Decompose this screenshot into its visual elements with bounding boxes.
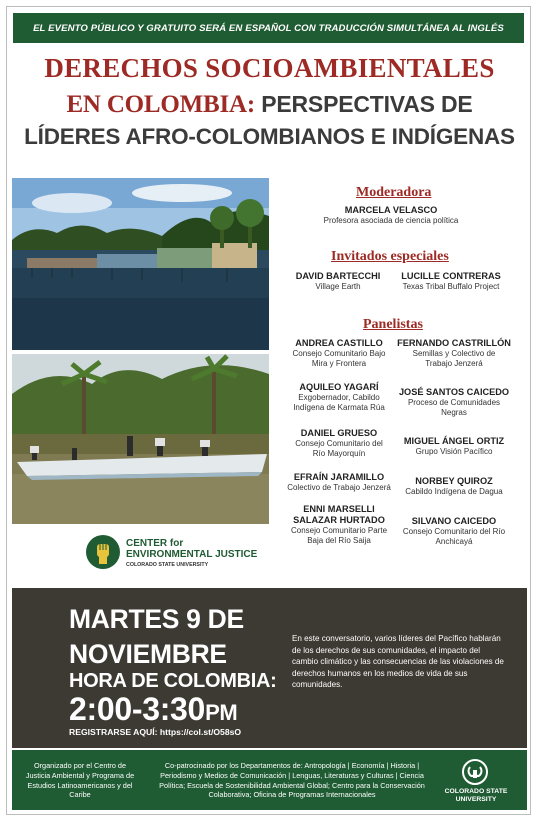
title-line-3: LÍDERES AFRO-COLOMBIANOS E INDÍGENAS (24, 124, 515, 149)
panelist-name: AQUILEO YAGARÍ (299, 382, 379, 392)
panelist-org: Consejo Comunitario Parte Baja del Río Saija (290, 526, 388, 545)
cosponsored-by: Co-patrocinado por los Departamentos de: Antropología | Economía | Historia | Periodismo y Medios de Comunicación | Lenguas, Literaturas y Culturas | Ciencia Política; Escuela de Sostenibilidad Ambiental Global; Centro para la Conservación Colaborativa; Oficina de Programas Internacionales (159, 761, 425, 800)
title-line-1: DERECHOS SOCIOAMBIENTALES (44, 53, 495, 83)
event-time: 2:00-3:30PM (69, 691, 238, 727)
event-description: En este conversatorio, varios líderes del Pacífico hablarán de los derechos de sus comunidades, el impacto del cambio climático y las consecuencias de las violaciones de derechos humanos en los medios de vida de sus comunidades. (292, 634, 504, 689)
panelist-name: SILVANO CAICEDO (411, 516, 497, 526)
panelist-org: Grupo Visión Pacífico (415, 447, 493, 456)
title-line-2-red: EN COLOMBIA: (66, 91, 256, 118)
register-line: REGISTRARSE AQUÍ: https://col.st/O58sO (69, 727, 242, 737)
panelist-name: MIGUEL ÁNGEL ORTIZ (403, 436, 505, 446)
csu-logo-line-2: UNIVERSITY (455, 796, 497, 803)
logo-line-3: COLORADO STATE UNIVERSITY (126, 562, 209, 568)
panelist-org: Consejo Comunitario del Río Anchicayá (402, 527, 506, 546)
title-line-2-dark: PERSPECTIVAS DE (255, 91, 473, 117)
panelist-name: EFRAÍN JARAMILLO (293, 472, 385, 482)
panelist-name: FERNANDO CASTRILLÓN (397, 338, 511, 348)
guest-name: DAVID BARTECCHI (295, 271, 381, 281)
panelist-org: Consejo Comunitario del Río Mayorquín (295, 439, 383, 458)
panelist-org: Semillas y Colectivo de Trabajo Jenzerá (412, 349, 496, 368)
logo-line-1: CENTER for (126, 538, 184, 549)
panelist-org: Cabildo Indígena de Dagua (405, 487, 503, 496)
panelist-name: DANIEL GRUESO (300, 428, 378, 438)
top-banner: EL EVENTO PÚBLICO Y GRATUITO SERÁ EN ESPAÑOL CON TRADUCCIÓN SIMULTÁNEA AL INGLÉS (13, 13, 524, 43)
flyer (6, 6, 531, 815)
panelist-org: Proceso de Comunidades Negras (407, 398, 501, 417)
fist-icon (86, 535, 120, 569)
panelist-name-line-2: SALAZAR HURTADO (293, 515, 385, 525)
logo-line-2: ENVIRONMENTAL JUSTICE (126, 549, 258, 560)
panelist-org: Consejo Comunitario Bajo Mira y Frontera (292, 349, 386, 368)
organized-by: Organizado por el Centro de Justicia Ambiental y Programa de Estudios Latinoamericanos y del Caribe (25, 761, 135, 800)
guest-name: LUCILLE CONTRERAS (401, 271, 501, 281)
photo-canoe (12, 354, 269, 524)
guest-org: Texas Tribal Buffalo Project (402, 282, 500, 291)
event-month: NOVIEMBRE (69, 639, 227, 669)
panelist-org: Exgobernador, Cabildo Indígena de Karmata Rúa (293, 393, 385, 412)
panelist-name: JOSÉ SANTOS CAICEDO (398, 387, 510, 397)
invitados-heading: Invitados especiales (331, 249, 449, 264)
register-link[interactable]: https://col.st/O58sO (159, 727, 242, 737)
moderadora-name: MARCELA VELASCO (344, 205, 438, 215)
event-timezone: HORA DE COLOMBIA: (69, 670, 277, 692)
panelist-name: ANDREA CASTILLO (295, 338, 383, 348)
moderadora-role: Profesora asociada de ciencia política (323, 216, 459, 225)
panelistas-heading: Panelistas (363, 317, 423, 332)
ram-icon (462, 759, 488, 785)
panelist-name-line-1: ENNI MARSELLI (303, 504, 375, 514)
event-day: MARTES 9 DE (69, 604, 244, 634)
panelist-name: NORBEY QUIROZ (415, 476, 493, 486)
panelist-org: Colectivo de Trabajo Jenzerá (287, 483, 391, 492)
title-line-2 (7, 91, 531, 119)
guest-org: Village Earth (315, 282, 361, 291)
photo-river-village (12, 178, 269, 350)
moderadora-heading: Moderadora (356, 185, 432, 200)
cej-logo (86, 533, 256, 573)
csu-logo-line-1: COLORADO STATE (444, 788, 508, 795)
